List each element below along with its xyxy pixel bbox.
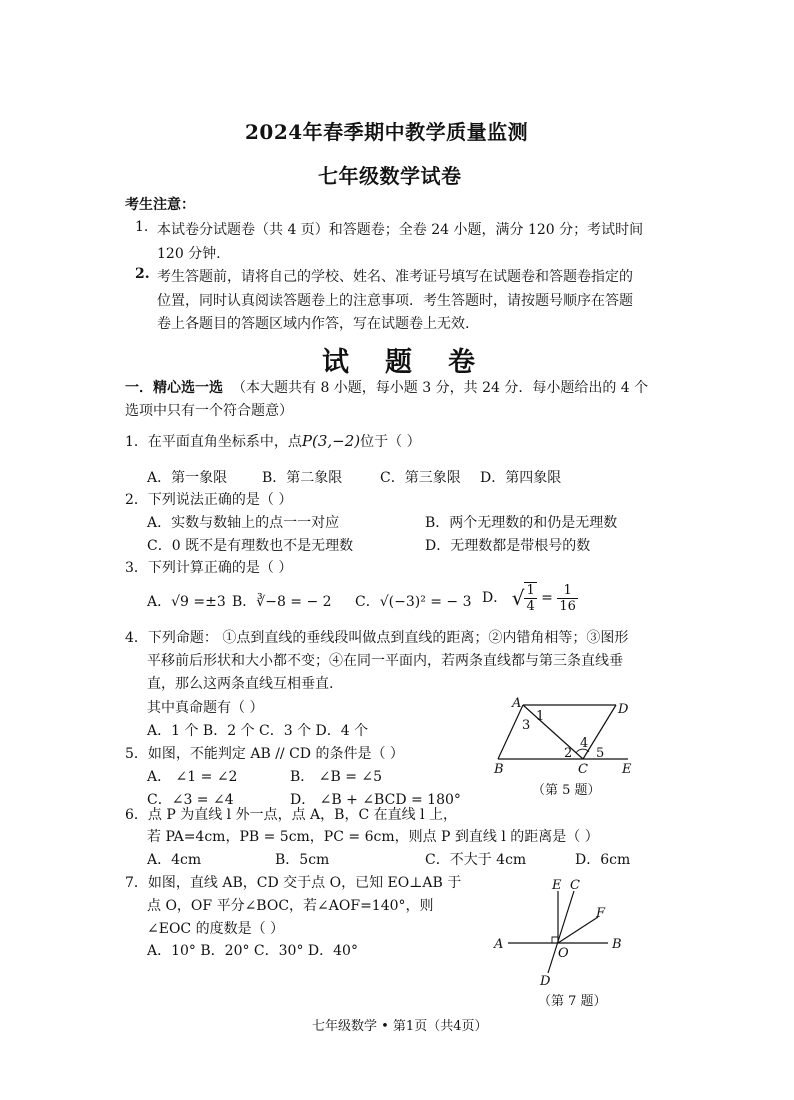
part1-description-line2: 选项中只有一个符合题意） [125,403,293,419]
q7-line3: ∠EOC 的度数是（ ） [147,921,285,937]
q6-option-c: C．不大于 4cm [425,852,527,868]
notice-item2-number: 2. [135,266,150,282]
q3-d-numerator2: 1 [557,583,578,599]
notice-item2-line1: 考生答题前，请将自己的学校、姓名、准考证号填写在试题卷和答题卷指定的 [157,269,633,285]
section-title: 试题卷 [322,347,511,378]
q2-option-c: C．0 既不是有理数也不是无理数 [147,538,354,554]
q4-line2: 平移前后形状和大小都不变；④在同一平面内，若两条直线都与第三条直线垂 [147,653,623,669]
fig5-angle3: 3 [522,718,531,733]
q1-point: P(3,−2) [301,432,361,450]
fig5-label-e: E [622,762,632,777]
segment-ac [523,705,583,759]
q1-option-b: B．第二象限 [262,470,343,486]
q3-option-c: C．√(−3)² = − 3 [355,594,472,610]
q2-stem: 2．下列说法正确的是（ ） [125,492,293,508]
notice-item1-line1: 本试卷分试题卷（共 4 页）和答题卷；全卷 24 小题，满分 120 分；考试时间 [157,222,644,238]
fig5-angle1: 1 [536,709,545,724]
q1-option-d: D．第四象限 [480,470,562,486]
part1-heading: 一．精心选一选 [125,380,223,396]
fig7-label-c: C [570,878,580,893]
q2-option-b: B．两个无理数的和仍是无理数 [425,515,618,531]
q3-d-numerator1: 1 [526,583,535,598]
q3-option-d [482,582,578,614]
fig5-label-c: C [578,762,588,777]
notice-item1-number: 1. [135,219,149,235]
fig5-angle5: 5 [596,746,605,761]
q5-option-d: D． ∠B + ∠BCD = 180° [290,792,461,808]
part1-description-line1: （本大题共有 8 小题，每小题 3 分，共 24 分．每小题给出的 4 个 [232,380,649,396]
q3-option-d-label: D． [482,590,508,606]
q3-stem: 3．下列计算正确的是（ ） [125,560,293,576]
fig7-label-d: D [540,974,551,989]
q5-option-a: A． ∠1 = ∠2 [147,769,238,785]
q1-stem [125,431,421,451]
fig5-label-d: D [618,702,629,717]
fig5-label-a: A [512,696,522,711]
q5-option-c: C．∠3 = ∠4 [147,792,234,808]
fig5-angle4: 4 [580,736,589,751]
q3-option-b: B．∛−8 = − 2 [232,594,332,610]
q3-d-fraction2 [557,583,578,614]
fig7-label-e: E [552,878,562,893]
fig5-label-b: B [494,762,504,777]
q6-option-d: D．6cm [575,852,631,868]
q7-options: A．10° B．20° C．30° D．40° [147,943,358,959]
exam-subtitle: 七年级数学试卷 [318,164,462,188]
q6-option-a: A．4cm [147,852,202,868]
fig5-angle2: 2 [564,746,573,761]
q7-caption: （第 7 题） [538,994,607,1009]
q7-line1: 7．如图，直线 AB，CD 交于点 O，已知 EO⊥AB 于 [125,875,462,891]
sqrt-icon: √ [511,586,525,610]
q1-option-a: A．第一象限 [147,470,228,486]
q5-caption: （第 5 题） [532,783,601,798]
fig7-label-b: B [612,937,622,952]
q4-options: A．1 个 B．2 个 C．3 个 D．4 个 [147,723,369,739]
q3-d-denominator1: 4 [526,599,535,614]
notice-item2-line2: 位置，同时认真阅读答题卷上的注意事项．考生答题时，请按题号顺序在答题 [157,293,633,309]
q7-line2: 点 O，OF 平分∠BOC，若∠AOF=140°，则 [147,898,434,914]
q1-option-c: C．第三象限 [380,470,461,486]
q2-option-d: D．无理数都是带根号的数 [425,538,591,554]
notice-item1-line2: 120 分钟. [157,246,221,262]
q3-d-fraction1 [524,582,536,614]
q5-option-b: B． ∠B = ∠5 [290,769,383,785]
q1-stem-tail: 位于（ ） [360,434,421,450]
exam-title: 2024年春季期中教学质量监测 [245,120,529,144]
q3-d-equals: = [541,590,553,606]
q6-option-b: B．5cm [275,852,330,868]
fig7-label-f: F [596,906,606,921]
fig7-label-o: O [558,946,569,961]
notice-heading: 考生注意： [125,197,195,213]
q4-line1: 4．下列命题： ①点到直线的垂线段叫做点到直线的距离；②内错角相等；③图形 [125,630,629,646]
q6-line2: 若 PA=4cm，PB = 5cm，PC = 6cm，则点 P 到直线 l 的距离是（ ） [147,829,599,845]
q6-line1: 6．点 P 为直线 l 外一点，点 A，B，C 在直线 l 上， [125,807,457,823]
fig7-label-a: A [494,937,504,952]
q5-stem: 5．如图，不能判定 AB // CD 的条件是（ ） [125,746,404,762]
q4-line4: 其中真命题有（ ） [147,700,264,716]
q5-figure [488,695,638,777]
q4-line3: 直，那么这两条直线互相垂直. [147,676,334,692]
q7-figure [488,873,628,991]
q2-option-a: A．实数与数轴上的点一一对应 [147,515,340,531]
q3-d-denominator2: 16 [559,598,576,614]
notice-item2-line3: 卷上各题目的答题区域内作答，写在试题卷上无效. [157,316,470,332]
page-footer: 七年级数学 • 第1页（共4页） [312,1019,488,1034]
q3-option-a: A．√9 =±3 [147,594,226,610]
right-angle-icon [552,937,558,943]
q1-stem-text: 1．在平面直角坐标系中，点 [125,434,302,450]
segment-ab [498,705,523,759]
